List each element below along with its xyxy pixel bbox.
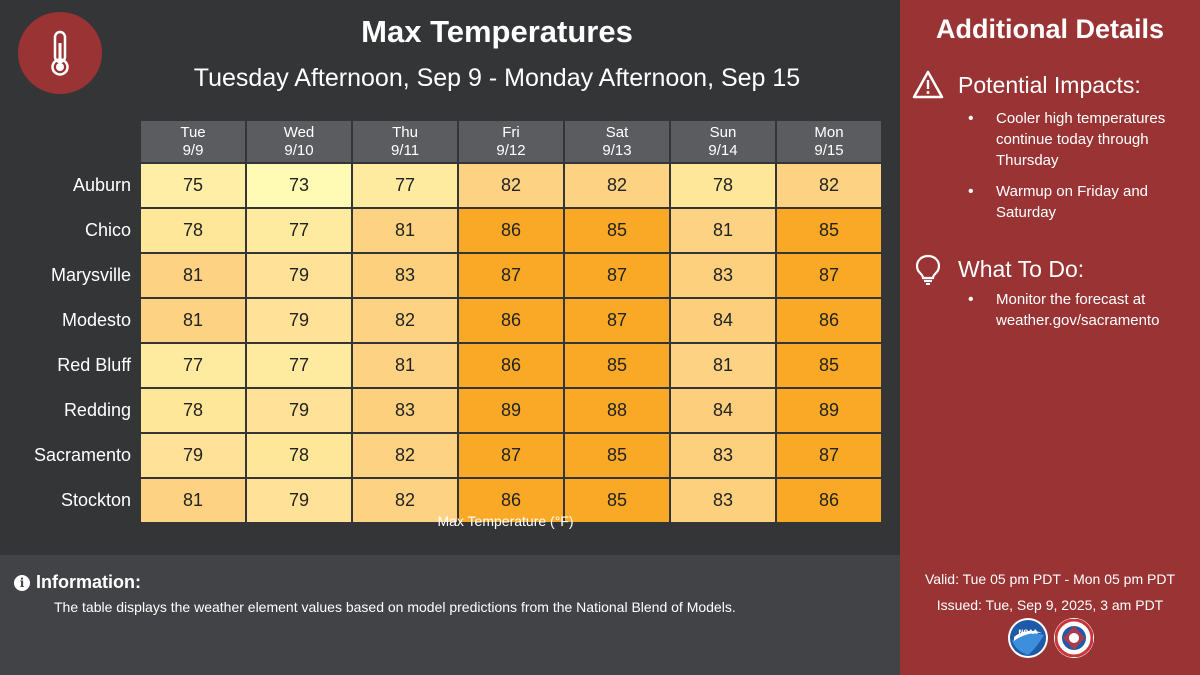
temperature-cell: 87 <box>459 254 563 297</box>
day-header-row <box>20 121 881 162</box>
table-row <box>20 209 881 252</box>
temperature-cell: 86 <box>459 209 563 252</box>
impacts-list <box>960 108 1192 233</box>
temperature-cell: 81 <box>353 209 457 252</box>
temperature-cell: 86 <box>459 344 563 387</box>
temperature-cell: 81 <box>671 209 775 252</box>
noaa-logo <box>1008 618 1048 658</box>
day-date: 9/13 <box>602 141 632 159</box>
city-label: Marysville <box>50 265 131 285</box>
temperature-cell: 87 <box>777 434 881 477</box>
temperature-cell: 83 <box>353 389 457 432</box>
agency-logos <box>1008 618 1094 658</box>
day-date: 9/10 <box>284 141 314 159</box>
temperature-cell: 79 <box>141 434 245 477</box>
day-date: 9/12 <box>496 141 526 159</box>
temperature-cell: 73 <box>247 164 351 207</box>
table-corner <box>20 121 139 162</box>
city-label: Modesto <box>61 310 131 330</box>
todo-list <box>960 289 1192 341</box>
temperature-cell: 82 <box>353 434 457 477</box>
temperature-cell: 82 <box>353 299 457 342</box>
temperature-cell: 81 <box>141 254 245 297</box>
list-item: • Cooler high temperatures continue today through Thursday <box>960 108 1192 171</box>
day-header <box>247 121 351 162</box>
nws-logo <box>1054 618 1094 658</box>
city-label: Redding <box>63 400 131 420</box>
noaa-logo-icon <box>1009 619 1047 657</box>
temperature-cell: 85 <box>565 434 669 477</box>
temperature-cell: 77 <box>353 164 457 207</box>
impacts-heading-label: Potential Impacts: <box>958 71 1141 98</box>
nws-logo-icon <box>1055 619 1093 657</box>
details-sidebar <box>900 0 1200 675</box>
city-label: Chico <box>84 220 131 240</box>
issued-time: Issued: Tue, Sep 9, 2025, 3 am PDT <box>936 597 1164 613</box>
page-subtitle: Tuesday Afternoon, Sep 9 - Monday Afternoon, Sep 15 <box>193 64 801 92</box>
temperature-cell: 86 <box>459 299 563 342</box>
day-name: Sun <box>709 123 737 141</box>
temperature-cell: 89 <box>777 389 881 432</box>
lightbulb-icon <box>912 253 944 285</box>
city-label: Sacramento <box>33 445 131 465</box>
temperature-cell: 82 <box>353 479 457 522</box>
temperature-cell: 85 <box>565 479 669 522</box>
table-legend: Max Temperature (°F) <box>437 513 574 529</box>
temperature-cell: 82 <box>777 164 881 207</box>
temperature-cell: 87 <box>565 299 669 342</box>
temperature-cell: 79 <box>247 299 351 342</box>
list-item: • Monitor the forecast at weather.gov/sacramento <box>960 289 1192 331</box>
todo-heading <box>912 253 1084 285</box>
table-body <box>20 164 881 522</box>
info-heading <box>14 572 141 593</box>
temperature-cell: 83 <box>671 479 775 522</box>
page-title: Max Temperatures <box>361 14 633 49</box>
city-label: Red Bluff <box>57 355 131 375</box>
temperature-cell: 87 <box>459 434 563 477</box>
temperature-cell: 85 <box>565 209 669 252</box>
table-row <box>20 164 881 207</box>
day-date: 9/9 <box>182 141 204 159</box>
temperature-cell: 85 <box>565 344 669 387</box>
temperature-cell: 78 <box>141 209 245 252</box>
city-label: Stockton <box>60 490 131 510</box>
temperature-cell: 86 <box>459 479 563 522</box>
todo-heading-label: What To Do: <box>958 255 1085 282</box>
day-name: Thu <box>392 123 418 141</box>
temperature-cell: 82 <box>459 164 563 207</box>
temperature-cell: 77 <box>141 344 245 387</box>
temperature-cell: 89 <box>459 389 563 432</box>
day-date: 9/15 <box>814 141 844 159</box>
noaa-logo-text: NOAA <box>1018 629 1038 636</box>
temperature-cell: 75 <box>141 164 245 207</box>
valid-time: Valid: Tue 05 pm PDT - Mon 05 pm PDT <box>924 571 1176 587</box>
table-row <box>20 434 881 477</box>
temperature-cell: 87 <box>565 254 669 297</box>
temperature-cell: 78 <box>671 164 775 207</box>
warning-icon <box>912 70 944 100</box>
temperature-cell: 81 <box>671 344 775 387</box>
table-row <box>20 344 881 387</box>
temperature-cell: 85 <box>777 344 881 387</box>
temperature-cell: 86 <box>777 479 881 522</box>
temperature-cell: 88 <box>565 389 669 432</box>
day-date: 9/11 <box>390 141 420 159</box>
temperature-cell: 79 <box>247 389 351 432</box>
temperature-cell: 86 <box>777 299 881 342</box>
day-header <box>777 121 881 162</box>
list-item: • Warmup on Friday and Saturday <box>960 181 1192 223</box>
temperature-cell: 81 <box>141 479 245 522</box>
day-name: Wed <box>283 123 315 141</box>
temperature-cell: 85 <box>777 209 881 252</box>
temperature-cell: 84 <box>671 389 775 432</box>
city-label: Auburn <box>72 175 131 195</box>
temperature-cell: 77 <box>247 209 351 252</box>
impacts-heading <box>912 70 1141 100</box>
day-header <box>141 121 245 162</box>
temperature-cell: 83 <box>671 254 775 297</box>
temperature-cell: 78 <box>141 389 245 432</box>
info-heading-label: Information: <box>36 572 141 592</box>
temperature-cell: 83 <box>353 254 457 297</box>
temperature-cell: 79 <box>247 254 351 297</box>
info-icon: i <box>14 575 30 591</box>
day-header <box>671 121 775 162</box>
day-name: Mon <box>814 123 844 141</box>
info-text: The table displays the weather element values based on model predictions from the National Blend of Models. <box>54 599 736 615</box>
temperature-cell: 81 <box>353 344 457 387</box>
temperature-cell: 78 <box>247 434 351 477</box>
day-header <box>353 121 457 162</box>
temperature-cell: 82 <box>565 164 669 207</box>
day-date: 9/14 <box>708 141 738 159</box>
sidebar-title: Additional Details <box>935 14 1165 44</box>
temperature-table <box>18 119 883 524</box>
day-header <box>459 121 563 162</box>
temperature-cell: 83 <box>671 434 775 477</box>
temperature-cell: 87 <box>777 254 881 297</box>
table-row <box>20 254 881 297</box>
day-name: Sat <box>605 123 629 141</box>
table-row <box>20 299 881 342</box>
temperature-cell: 77 <box>247 344 351 387</box>
temperature-cell: 81 <box>141 299 245 342</box>
table-row <box>20 389 881 432</box>
temperature-cell: 79 <box>247 479 351 522</box>
day-name: Fri <box>502 123 520 141</box>
day-name: Tue <box>180 123 206 141</box>
day-header <box>565 121 669 162</box>
temperature-cell: 84 <box>671 299 775 342</box>
